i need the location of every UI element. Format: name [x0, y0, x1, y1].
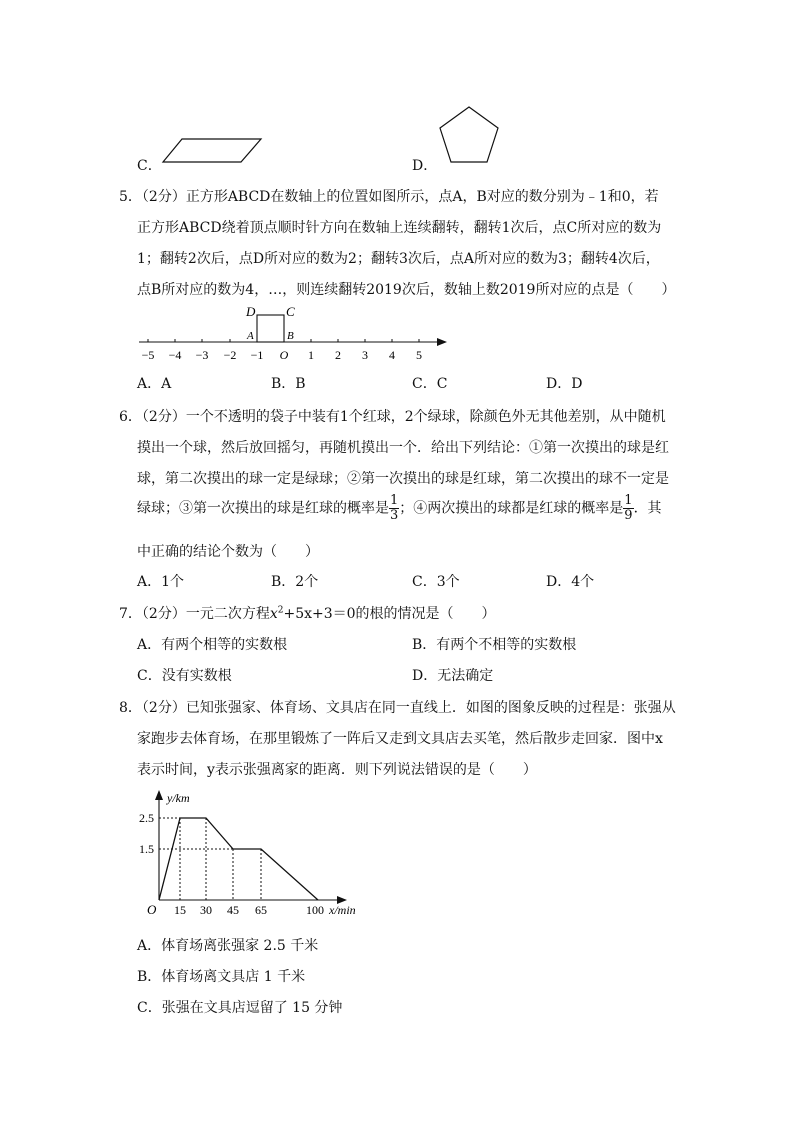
q7-eq-rest: +5x+3＝0 — [283, 606, 356, 622]
guide-lines — [159, 818, 261, 900]
q8-option-b[interactable]: B．体育场离文具店 1 千米 — [137, 969, 306, 985]
parallelogram-figure — [160, 136, 264, 166]
y-axis-label: y/km — [167, 791, 190, 805]
q6-line-4 — [137, 494, 662, 523]
q8-line-2: 家跑步去体育场，在那里锻炼了一阵后又走到文具店去买笔，然后散步走回家．图中x — [137, 731, 663, 747]
q6-line-2: 摸出一个球，然后放回摇匀，再随机摸出一个．给出下列结论：①第一次摸出的球是红 — [137, 440, 669, 456]
q5-line-2: 正方形ABCD绕着顶点顺时针方向在数轴上连续翻转，翻转1次后，点C所对应的数为 — [137, 220, 662, 236]
tick-label-origin: O — [279, 348, 289, 362]
q5-line-1: 5．（2分）正方形ABCD在数轴上的位置如图所示，点A，B对应的数分别为﹣1和0，若 — [119, 189, 659, 205]
square-abcd — [257, 315, 284, 342]
q5-option-b[interactable]: B．B — [271, 376, 306, 392]
q7-option-c[interactable]: C．没有实数根 — [137, 668, 232, 684]
x-tick-label: 65 — [255, 903, 267, 917]
distance-time-graph — [135, 786, 375, 926]
y-tick-label: 1.5 — [139, 842, 154, 856]
q7-eq-x: x — [269, 606, 278, 622]
q6-line-4-part-c: ．其 — [633, 500, 662, 517]
tick-label: −5 — [141, 348, 155, 362]
tick-label: 4 — [389, 348, 395, 362]
q6-line-3: 球，第二次摸出的球一定是绿球；②第一次摸出的球是红球，第二次摸出的球不一定是 — [137, 471, 669, 487]
tick-label: 1 — [308, 348, 314, 362]
q7-stem — [119, 603, 496, 623]
number-line-figure — [135, 302, 455, 364]
number-line-tick-labels — [142, 348, 422, 362]
y-axis-arrow-icon — [155, 790, 163, 800]
tick-label: 5 — [416, 348, 422, 362]
q7-stem-text: 7．（2分）一元二次方程 — [119, 606, 270, 622]
q5-option-c[interactable]: C．C — [412, 376, 448, 392]
parallelogram-shape — [163, 139, 261, 162]
label-d: D — [246, 304, 256, 319]
x-tick-label: 100 — [306, 903, 324, 917]
x-tick-labels — [174, 903, 324, 917]
tick-label: −1 — [250, 348, 264, 362]
option-c-label: C． — [137, 158, 162, 174]
q6-option-d[interactable]: D．4个 — [546, 574, 595, 590]
x-tick-label: 15 — [174, 903, 186, 917]
q6-line-5: 中正确的结论个数为（ ） — [137, 544, 319, 560]
origin-label: O — [147, 902, 157, 917]
q6-line-4-part-a: 绿球；③第一次摸出的球是红球的概率是 — [137, 500, 389, 517]
q7-option-b[interactable]: B．有两个不相等的实数根 — [412, 637, 577, 653]
fraction-one-ninth: $\frac{1}{9}$ — [624, 493, 633, 523]
x-axis-label: x/min — [329, 903, 356, 917]
q7-option-a[interactable]: A．有两个相等的实数根 — [137, 637, 288, 653]
distance-curve — [159, 818, 318, 900]
q6-line-1: 6．（2分）一个不透明的袋子中装有1个红球，2个绿球，除颜色外无其他差别，从中随机 — [119, 409, 666, 425]
q8-option-c[interactable]: C．张强在文具店逗留了 15 分钟 — [137, 1000, 343, 1016]
q7-option-d[interactable]: D．无法确定 — [412, 668, 494, 684]
x-tick-label: 45 — [227, 903, 239, 917]
q5-option-d[interactable]: D．D — [546, 376, 583, 392]
tick-label: 2 — [335, 348, 341, 362]
tick-label: −2 — [223, 348, 237, 362]
option-d-label: D． — [412, 158, 438, 174]
q8-line-3: 表示时间，y表示张强离家的距离．则下列说法错误的是（ ） — [137, 762, 537, 778]
q5-option-a[interactable]: A．A — [137, 376, 172, 392]
x-tick-label: 30 — [200, 903, 212, 917]
number-line-arrow-icon — [437, 338, 447, 346]
q5-line-3: 1；翻转2次后，点D所对应的数为2；翻转3次后，点A所对应的数为3；翻转4次后， — [137, 251, 660, 267]
q6-option-c[interactable]: C．3个 — [412, 574, 460, 590]
y-tick-label: 2.5 — [139, 811, 154, 825]
label-a: A — [247, 330, 254, 342]
fraction-one-third: $\frac{1}{3}$ — [390, 493, 399, 523]
tick-label: −3 — [195, 348, 209, 362]
label-b: B — [287, 330, 294, 342]
q5-line-4: 点B所对应的数为4，…，则连续翻转2019次后，数轴上数2019所对应的点是（ ） — [137, 282, 676, 298]
pentagon-figure — [436, 104, 502, 166]
q7-eq-exponent: 2 — [277, 605, 284, 616]
q6-line-4-part-b: ；④两次摸出的球都是红球的概率是 — [399, 500, 624, 517]
q8-line-1: 8．（2分）已知张强家、体育场、文具店在同一直线上．如图的图象反映的过程是：张强从 — [119, 700, 676, 716]
pentagon-shape — [440, 107, 498, 162]
q7-stem-end: 的根的情况是（ ） — [355, 606, 496, 622]
tick-label: −4 — [168, 348, 182, 362]
q6-option-a[interactable]: A．1个 — [137, 574, 185, 590]
tick-label: 3 — [362, 348, 368, 362]
label-c: C — [286, 304, 295, 319]
q8-option-a[interactable]: A．体育场离张强家 2.5 千米 — [137, 938, 319, 954]
q6-option-b[interactable]: B．2个 — [271, 574, 319, 590]
